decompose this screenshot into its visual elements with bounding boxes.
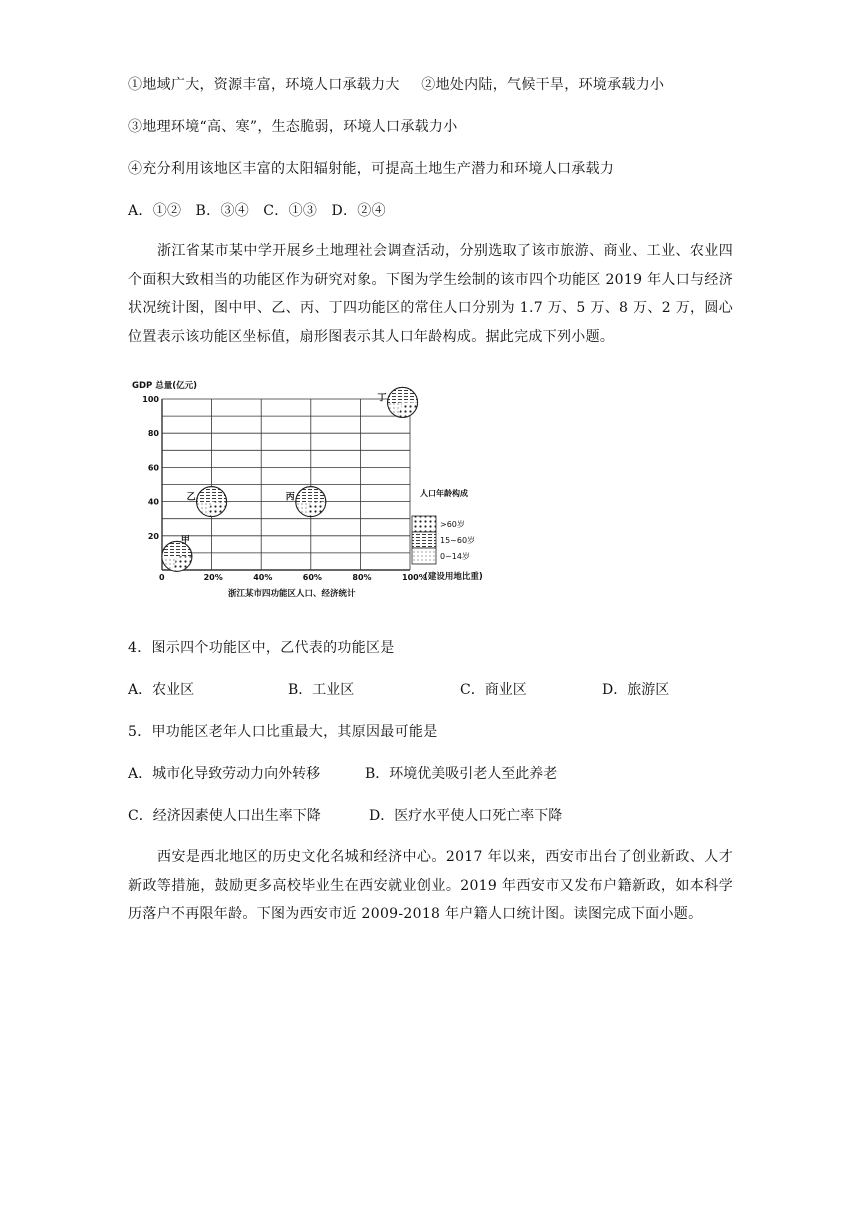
y-tick-label: 80 bbox=[147, 429, 159, 439]
option-2: ②地处内陆，气候干旱，环境承载力小 bbox=[421, 77, 665, 93]
x-tick-label: 100% bbox=[402, 573, 427, 582]
population-economy-chart bbox=[128, 374, 508, 606]
question-4-option-b[interactable]: B．工业区 bbox=[288, 682, 355, 698]
legend-label-mid: 15~60岁 bbox=[440, 536, 476, 545]
option-4: ④充分利用该地区丰富的太阳辐射能，可提高土地生产潜力和环境人口承载力 bbox=[128, 161, 615, 177]
answer-choices: A．①② B．③④ C．①③ D．②④ bbox=[128, 203, 386, 219]
point-label: 乙 bbox=[186, 492, 196, 503]
x-tick-label: 80% bbox=[352, 573, 372, 582]
data-point-甲 bbox=[162, 534, 192, 571]
legend-swatch-mid bbox=[412, 532, 436, 548]
question-4-option-c[interactable]: C．商业区 bbox=[460, 682, 527, 698]
option-3: ③地理环境“高、寒”，生态脆弱，环境人口承载力小 bbox=[128, 119, 458, 135]
data-point-乙 bbox=[187, 487, 227, 517]
y-tick-label: 100 bbox=[142, 395, 159, 404]
chart-svg bbox=[128, 374, 508, 606]
chart-caption: 浙江某市四功能区人口、经济统计 bbox=[228, 589, 356, 599]
passage-xian: 西安是西北地区的历史文化名城和经济中心。2017 年以来，西安市出台了创业新政、人才新政等措施，鼓励更多高校毕业生在西安就业创业。2019 年西安市又发布户籍新政，如本科学历落户不再限年龄。下图为西安市近 2009-2018 年户籍人口统计图。读图完成下面小题。 bbox=[128, 849, 733, 922]
question-5-stem: 5．甲功能区老年人口比重最大，其原因最可能是 bbox=[128, 724, 438, 740]
question-5-option-d[interactable]: D．医疗水平使人口死亡率下降 bbox=[369, 808, 563, 824]
legend-label-young: 0~14岁 bbox=[440, 552, 470, 561]
question-4-option-a[interactable]: A．农业区 bbox=[128, 682, 195, 698]
option-line-1 bbox=[128, 74, 664, 94]
passage-zhejiang: 浙江省某市某中学开展乡土地理社会调查活动，分别选取了该市旅游、商业、工业、农业四个面积大致相当的功能区作为研究对象。下图为学生绘制的该市四个功能区 2019 年人口与经济状况统计图，图中甲、乙、丙、丁四功能区的常住人口分别为 1.7 万、5 万、8 万、2 万，圆心位置表示该功能区坐标值，扇形图表示其人口年龄构成。据此完成下列小题。 bbox=[128, 243, 733, 345]
point-label: 丁 bbox=[377, 393, 387, 404]
y-tick-label: 40 bbox=[147, 497, 159, 507]
x-tick-label: 40% bbox=[253, 573, 273, 582]
y-tick-label: 60 bbox=[147, 463, 159, 473]
x-tick-label: 60% bbox=[302, 573, 322, 582]
legend-title: 人口年龄构成 bbox=[420, 489, 468, 498]
question-4-option-d[interactable]: D．旅游区 bbox=[602, 682, 670, 698]
y-tick-label: 20 bbox=[147, 531, 159, 541]
legend-label-old: >60岁 bbox=[440, 520, 465, 529]
point-label: 丙 bbox=[285, 492, 295, 503]
x-tick-label: 0 bbox=[159, 573, 165, 582]
point-label: 甲 bbox=[180, 535, 190, 546]
legend-swatch-young bbox=[412, 548, 436, 564]
data-point-丁 bbox=[378, 387, 418, 417]
question-5-option-a[interactable]: A．城市化导致劳动力向外转移 bbox=[128, 766, 321, 782]
question-4-stem: 4．图示四个功能区中，乙代表的功能区是 bbox=[128, 640, 395, 656]
x-axis-label: (建设用地比重) bbox=[424, 572, 483, 582]
x-tick-label: 20% bbox=[203, 573, 223, 582]
question-5-option-b[interactable]: B．环境优美吸引老人至此养老 bbox=[365, 766, 558, 782]
data-point-丙 bbox=[286, 487, 326, 517]
chart-legend bbox=[412, 488, 475, 564]
question-5-option-c[interactable]: C．经济因素使人口出生率下降 bbox=[128, 808, 321, 824]
y-axis-label: GDP 总量(亿元) bbox=[132, 381, 197, 391]
option-1: ①地域广大，资源丰富，环境人口承载力大 bbox=[128, 77, 400, 93]
legend-swatch-old bbox=[412, 516, 436, 532]
